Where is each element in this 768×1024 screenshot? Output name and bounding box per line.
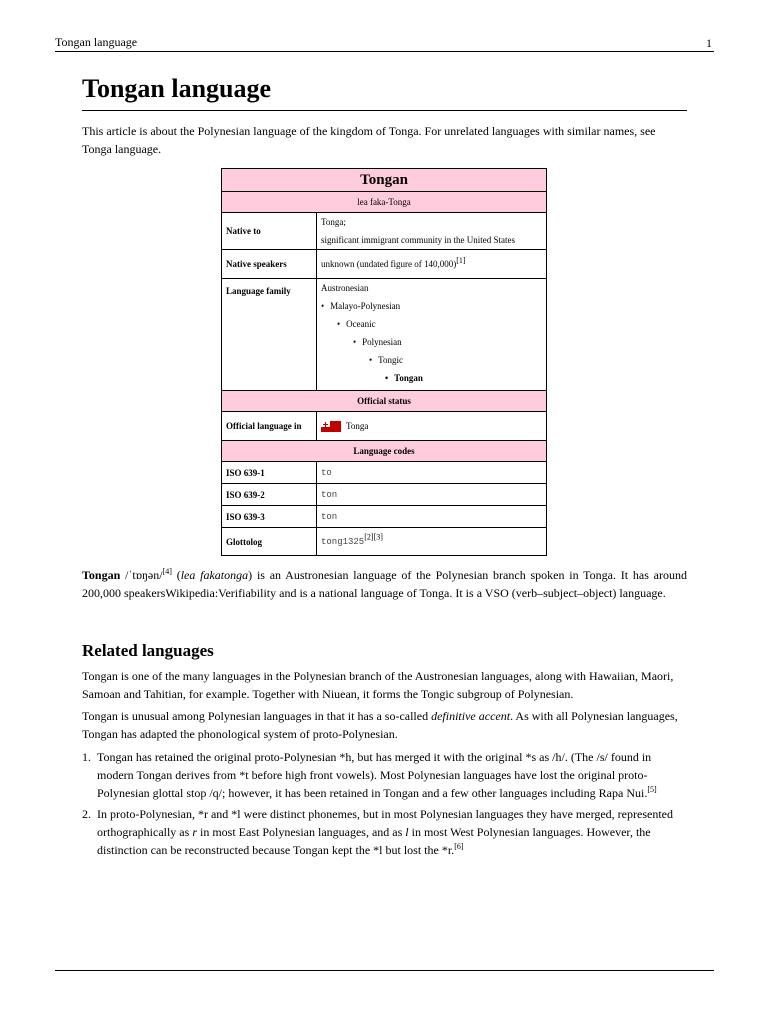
p2-text-b: . As with all Polynesian languages, Tongan has adapted the phonological system of proto-Polynesian. (82, 709, 678, 741)
page-number: 1 (706, 36, 712, 50)
tonga-flag-icon (321, 421, 341, 432)
infobox (221, 168, 547, 556)
iso2-value[interactable]: ton (317, 484, 547, 506)
iso3-label[interactable]: ISO 639-3 (222, 506, 317, 528)
running-title: Tongan language (55, 35, 138, 49)
official-in-value (317, 412, 547, 441)
list-number: 2. (82, 807, 91, 821)
native-to-value (317, 213, 547, 250)
official-status-header: Official status (222, 391, 547, 412)
intro-paragraph (82, 566, 687, 602)
family-item[interactable]: • Malayo-Polynesian (321, 301, 401, 311)
list-item-text-c: in most West Polynesian languages. However, the distinction can be reconstructed because Tongan kept the *l but lost the *r. (97, 825, 651, 857)
letter-r: r (192, 825, 197, 839)
speakers-label: Native speakers (222, 250, 317, 279)
native-to-line-2: significant immigrant community in the United States (321, 235, 515, 245)
intro-ref[interactable]: [4] (162, 567, 172, 576)
section-heading-related: Related languages (82, 641, 214, 660)
family-tree (317, 279, 547, 391)
iso1-label[interactable]: ISO 639-1 (222, 462, 317, 484)
official-in-country[interactable]: Tonga (346, 421, 369, 431)
speakers-text: unknown (undated figure of 140,000) (321, 259, 457, 269)
list-item-text-b: in most East Polynesian languages, and as (196, 825, 406, 839)
family-item[interactable]: Austronesian (321, 283, 369, 293)
infobox-native-name: lea faka-Tonga (222, 192, 547, 213)
list-item (82, 805, 687, 859)
list-item-text-a: In proto-Polynesian, *r and *l were distinct phonemes, but in most Polynesian languages they have merged, represented orthographically as (97, 807, 673, 839)
definitive-accent-link[interactable]: definitive accent (431, 709, 511, 723)
glottolog-label[interactable]: Glottolog (222, 528, 317, 556)
list-item-text: Tongan has retained the original proto-Polynesian *h, but has merged it with the original *s as /h/. (The /s/ found in modern Tongan derives from *t before high front vowels). Most Polynesian languages have lost the original proto-Polynesian glottal stop /q/; however, it has been retained in Tongan and a few other languages including Rapa Nui. (97, 750, 652, 800)
intro-native-name: lea fakatonga (180, 568, 249, 582)
family-label: Language family (222, 279, 317, 391)
family-item[interactable]: • Tongic (369, 355, 404, 365)
page-title: Tongan language (82, 72, 687, 111)
letter-l: l (405, 825, 409, 839)
native-to-line-1[interactable]: Tonga; (321, 217, 346, 227)
iso2-label[interactable]: ISO 639-2 (222, 484, 317, 506)
iso1-value[interactable]: to (317, 462, 547, 484)
official-in-label: Official language in (222, 412, 317, 441)
infobox-title: Tongan (222, 169, 547, 192)
hatnote: This article is about the Polynesian language of the kingdom of Tonga. For unrelated languages with similar names, see Tonga language. (82, 124, 656, 156)
p2-text-a: Tongan is unusual among Polynesian languages in that it has a so-called (82, 709, 432, 723)
family-item[interactable]: • Polynesian (353, 337, 402, 347)
list-item (82, 748, 687, 802)
speakers-ref[interactable]: [1] (456, 256, 466, 265)
glottolog-code[interactable]: tong1325 (321, 536, 365, 547)
related-paragraph-1: Tongan is one of the many languages in the Polynesian branch of the Austronesian languages, along with Hawaiian, Maori, Samoan and Tahitian, for example. Together with Niuean, it forms the Tongic subgroup of Polynesian. (82, 669, 674, 701)
intro-ipa[interactable]: /ˈtɒŋən/ (120, 568, 163, 582)
page-header (55, 35, 714, 52)
intro-paren: ( (171, 568, 181, 582)
family-item[interactable]: • Oceanic (337, 319, 376, 329)
list-item-ref[interactable]: [5] (647, 785, 657, 794)
native-to-label: Native to (222, 213, 317, 250)
language-codes-header: Language codes (222, 441, 547, 462)
footer-rule (55, 970, 714, 971)
intro-term: Tongan (82, 568, 121, 582)
speakers-value (317, 250, 547, 279)
iso3-value[interactable]: ton (317, 506, 547, 528)
related-paragraph-2 (82, 707, 687, 743)
glottolog-value (317, 528, 547, 556)
intro-text: ) is an Austronesian language of the Polynesian branch spoken in Tonga. It has around 200,000 speakersWikipedia:Verifiability and is a national language of Tonga. It is a VSO (verb–subject–object) language. (82, 568, 688, 600)
glottolog-ref[interactable]: [2][3] (364, 532, 383, 542)
list-item-ref[interactable]: [6] (454, 842, 464, 851)
list-number: 1. (82, 750, 91, 764)
phonology-list (82, 748, 687, 862)
family-item: • Tongan (385, 373, 423, 383)
